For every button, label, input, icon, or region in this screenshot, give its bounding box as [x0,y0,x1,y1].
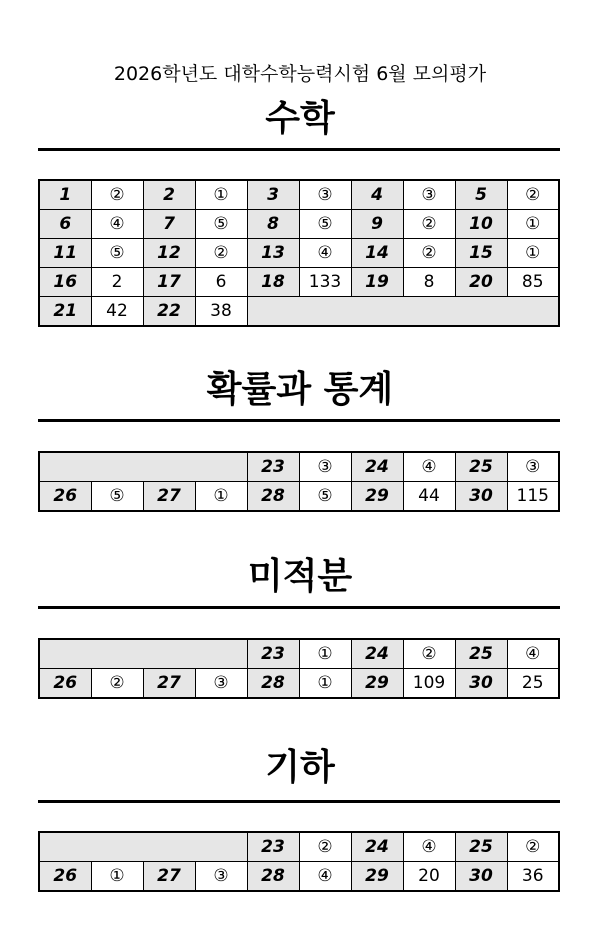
question-number: 10 [455,210,507,239]
answer-cell: ④ [403,832,455,862]
answer-cell: ④ [91,210,143,239]
question-number: 27 [143,482,195,512]
question-number: 28 [247,862,299,892]
blank-cell [39,832,247,862]
answer-cell: ② [299,832,351,862]
answer-cell: 8 [403,268,455,297]
table-row [39,268,559,297]
answer-cell: ⑤ [299,482,351,512]
question-number: 24 [351,452,403,482]
question-number: 25 [455,832,507,862]
question-number: 27 [143,862,195,892]
question-number: 18 [247,268,299,297]
table-row [39,180,559,210]
question-number: 25 [455,639,507,669]
section-title-math: 수학 [265,98,335,139]
question-number: 28 [247,669,299,699]
question-number: 11 [39,239,91,268]
question-number: 13 [247,239,299,268]
question-number: 3 [247,180,299,210]
question-number: 25 [455,452,507,482]
table-row [39,862,559,892]
answer-cell: ④ [507,639,559,669]
question-number: 1 [39,180,91,210]
question-number: 23 [247,832,299,862]
question-number: 30 [455,669,507,699]
answer-cell: 109 [403,669,455,699]
section-title-calculus: 미적분 [247,556,353,597]
answer-cell: ② [91,669,143,699]
answer-cell: ④ [299,862,351,892]
answer-table-probability [38,451,560,512]
question-number: 8 [247,210,299,239]
answer-table-calculus [38,638,560,699]
answer-cell: ① [299,639,351,669]
answer-cell: ③ [195,862,247,892]
question-number: 30 [455,862,507,892]
section-divider [38,606,560,609]
question-number: 27 [143,669,195,699]
question-number: 17 [143,268,195,297]
table-row [39,239,559,268]
answer-cell: 42 [91,297,143,327]
section-title-probability: 확률과 통계 [206,369,394,410]
answer-cell: ⑤ [91,482,143,512]
question-number: 21 [39,297,91,327]
question-number: 15 [455,239,507,268]
answer-cell: ② [195,239,247,268]
answer-cell: 20 [403,862,455,892]
question-number: 24 [351,639,403,669]
question-number: 19 [351,268,403,297]
answer-cell: ① [507,210,559,239]
answer-cell: 85 [507,268,559,297]
section-divider [38,148,560,151]
question-number: 26 [39,482,91,512]
table-row [39,452,559,482]
question-number: 4 [351,180,403,210]
blank-cell [39,452,247,482]
question-number: 29 [351,862,403,892]
answer-cell: ② [91,180,143,210]
question-number: 28 [247,482,299,512]
answer-cell: ② [403,239,455,268]
answer-table-math [38,179,560,327]
question-number: 23 [247,639,299,669]
answer-cell: 6 [195,268,247,297]
question-number: 26 [39,669,91,699]
answer-cell: ⑤ [195,210,247,239]
answer-cell: ⑤ [91,239,143,268]
blank-cell [39,639,247,669]
question-number: 29 [351,482,403,512]
question-number: 22 [143,297,195,327]
answer-cell: 25 [507,669,559,699]
question-number: 20 [455,268,507,297]
answer-cell: 133 [299,268,351,297]
question-number: 2 [143,180,195,210]
answer-cell: ① [195,482,247,512]
answer-cell: ③ [507,452,559,482]
answer-table-geometry [38,831,560,892]
answer-cell: ③ [299,180,351,210]
table-row [39,669,559,699]
section-title-geometry: 기하 [265,747,335,788]
question-number: 16 [39,268,91,297]
table-row [39,297,559,327]
question-number: 24 [351,832,403,862]
answer-cell: ② [403,210,455,239]
table-row [39,210,559,239]
answer-cell: 38 [195,297,247,327]
answer-cell: ④ [403,452,455,482]
table-row [39,639,559,669]
section-divider [38,419,560,422]
question-number: 6 [39,210,91,239]
answer-cell: ① [91,862,143,892]
answer-cell: 115 [507,482,559,512]
question-number: 29 [351,669,403,699]
answer-cell: 36 [507,862,559,892]
question-number: 23 [247,452,299,482]
blank-cell [247,297,559,327]
answer-cell: ③ [195,669,247,699]
question-number: 30 [455,482,507,512]
answer-cell: ④ [299,239,351,268]
question-number: 9 [351,210,403,239]
section-divider [38,800,560,803]
answer-cell: ② [507,832,559,862]
answer-cell: 2 [91,268,143,297]
answer-cell: ② [403,639,455,669]
answer-cell: ① [299,669,351,699]
answer-cell: ③ [403,180,455,210]
question-number: 7 [143,210,195,239]
answer-cell: ① [195,180,247,210]
question-number: 12 [143,239,195,268]
answer-cell: ② [507,180,559,210]
table-row [39,482,559,512]
question-number: 5 [455,180,507,210]
exam-title: 2026학년도 대학수학능력시험 6월 모의평가 [113,63,487,85]
answer-cell: ③ [299,452,351,482]
question-number: 14 [351,239,403,268]
answer-cell: ⑤ [299,210,351,239]
answer-cell: ① [507,239,559,268]
question-number: 26 [39,862,91,892]
answer-cell: 44 [403,482,455,512]
table-row [39,832,559,862]
